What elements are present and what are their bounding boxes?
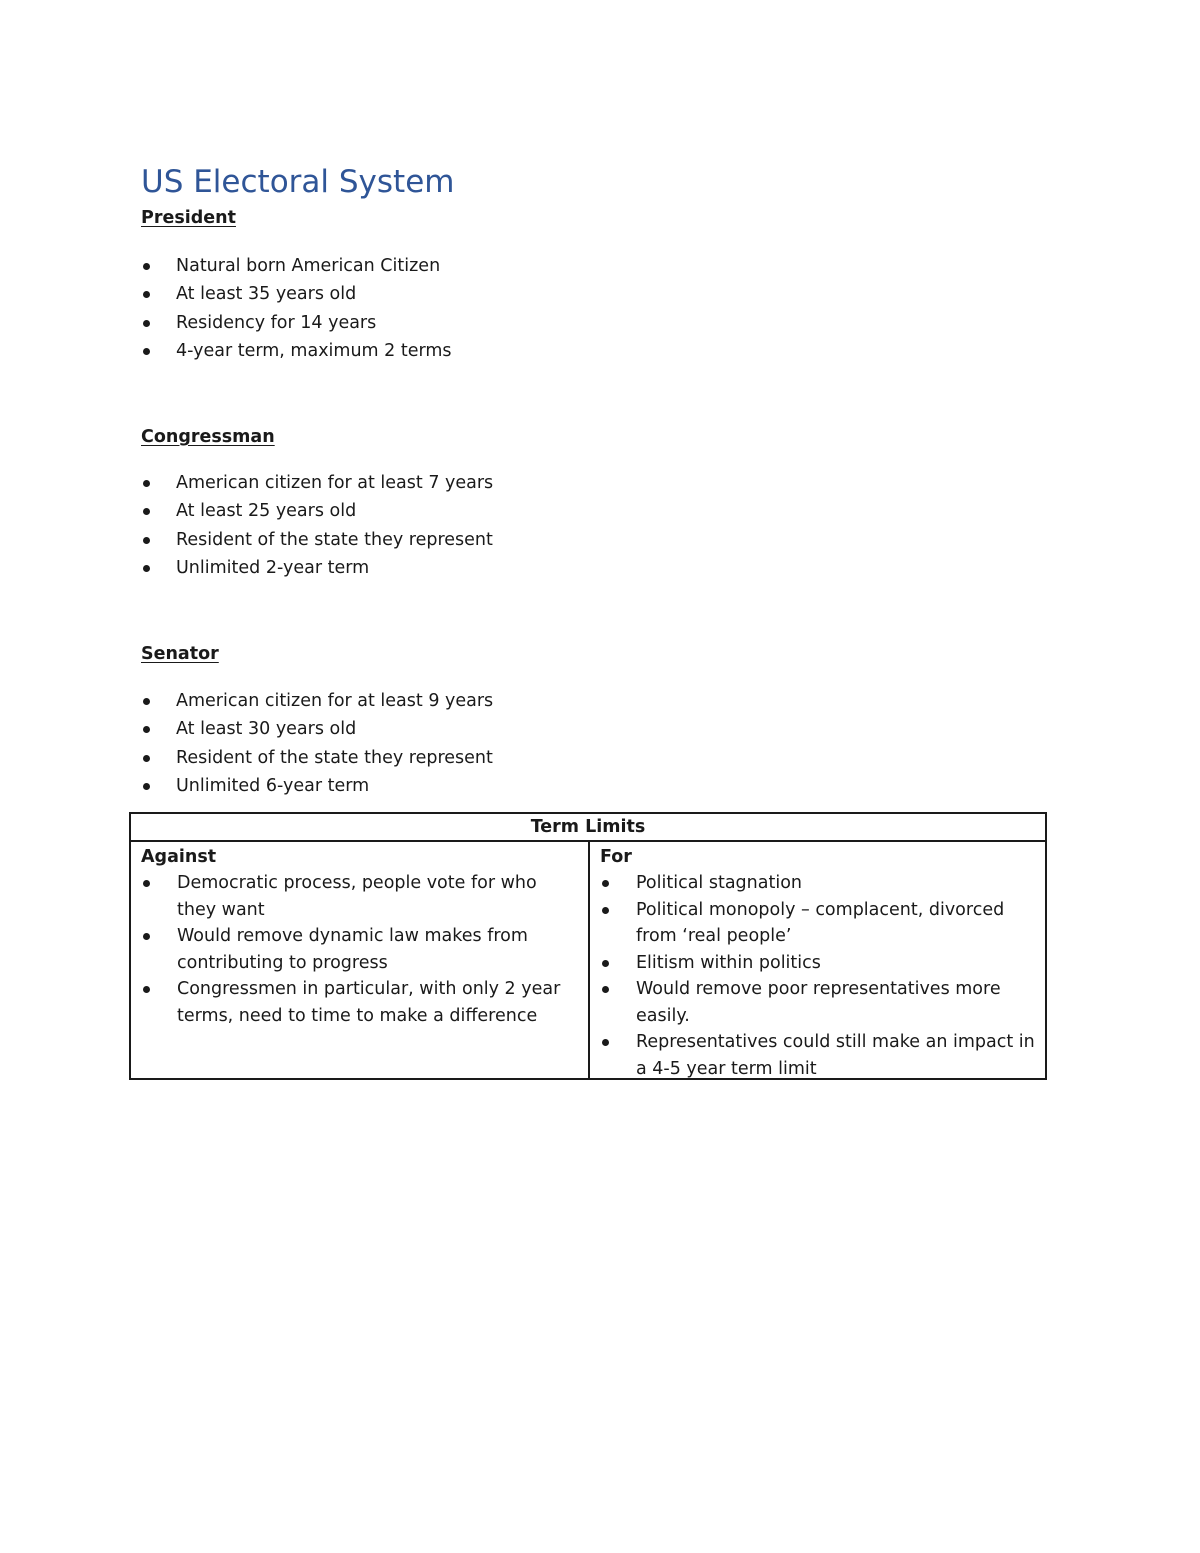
list-item <box>600 897 1045 950</box>
bullet-icon <box>143 508 150 515</box>
list-item-text: Resident of the state they represent <box>176 529 493 550</box>
bullet-icon <box>143 480 150 487</box>
list-item-text: Democratic process, people vote for who they want <box>177 873 537 920</box>
list-item <box>141 744 493 772</box>
for-list <box>600 870 1045 1082</box>
bullet-list <box>141 469 493 582</box>
for-column <box>590 842 1045 1078</box>
list-item <box>600 976 1045 1029</box>
bullet-list <box>141 252 452 365</box>
list-item-text: Would remove poor representatives more easily. <box>636 979 1001 1026</box>
bullet-icon <box>143 263 150 270</box>
bullet-icon <box>143 537 150 544</box>
list-item-text: At least 35 years old <box>176 284 357 305</box>
section-senator <box>141 642 493 800</box>
list-item <box>141 923 588 976</box>
bullet-icon <box>143 755 150 762</box>
bullet-icon <box>143 291 150 298</box>
list-item <box>141 554 493 582</box>
bullet-icon <box>143 783 150 790</box>
list-item-text: Congressmen in particular, with only 2 year terms, need to time to make a difference <box>177 979 561 1026</box>
bullet-icon <box>602 880 609 887</box>
section-heading: Congressman <box>141 427 275 447</box>
list-item-text: American citizen for at least 9 years <box>176 691 494 711</box>
list-item <box>141 687 493 715</box>
section-heading: President <box>141 208 236 228</box>
list-item <box>141 497 493 525</box>
bullet-icon <box>143 565 150 572</box>
bullet-icon <box>602 1039 609 1046</box>
list-item <box>141 870 588 923</box>
list-item-text: Elitism within politics <box>636 952 821 973</box>
document-title: US Electoral System <box>141 164 455 200</box>
list-item-text: American citizen for at least 7 years <box>176 473 494 493</box>
list-item <box>141 715 493 743</box>
list-item-text: Representatives could still make an impact in a 4-5 year term limit <box>636 1032 1035 1079</box>
list-item <box>141 337 452 365</box>
bullet-icon <box>143 698 150 705</box>
list-item-text: Resident of the state they represent <box>176 747 493 768</box>
list-item <box>600 950 1045 977</box>
section-congressman <box>141 425 493 582</box>
bullet-icon <box>143 348 150 355</box>
bullet-icon <box>143 986 150 993</box>
bullet-icon <box>602 960 609 967</box>
list-item <box>141 976 588 1029</box>
list-item-text: Political stagnation <box>636 873 803 893</box>
term-limits-table <box>129 812 1047 1080</box>
bullet-icon <box>143 726 150 733</box>
table-title: Term Limits <box>131 814 1045 842</box>
list-item <box>141 280 452 308</box>
list-item <box>600 1029 1045 1082</box>
bullet-icon <box>602 907 609 914</box>
list-item <box>141 772 493 800</box>
list-item-text: Unlimited 6-year term <box>176 775 370 796</box>
list-item <box>141 252 452 280</box>
list-item <box>141 526 493 554</box>
list-item-text: Natural born American Citizen <box>176 256 441 276</box>
list-item-text: At least 25 years old <box>176 501 357 522</box>
list-item-text: 4-year term, maximum 2 terms <box>176 340 452 361</box>
list-item <box>141 469 493 497</box>
bullet-icon <box>143 320 150 327</box>
table-body <box>131 842 1045 1078</box>
list-item <box>141 309 452 337</box>
bullet-icon <box>602 986 609 993</box>
list-item-text: At least 30 years old <box>176 719 357 740</box>
column-heading: Against <box>141 847 217 867</box>
section-president <box>141 206 452 365</box>
against-list <box>141 870 588 1029</box>
bullet-list <box>141 687 493 800</box>
list-item <box>600 870 1045 897</box>
bullet-icon <box>143 880 150 887</box>
against-column <box>131 842 590 1078</box>
list-item-text: Unlimited 2-year term <box>176 557 370 578</box>
list-item-text: Residency for 14 years <box>176 312 377 333</box>
list-item-text: Would remove dynamic law makes from contributing to progress <box>177 926 528 973</box>
column-heading: For <box>600 847 632 867</box>
list-item-text: Political monopoly – complacent, divorced from ‘real people’ <box>636 899 1005 946</box>
section-heading: Senator <box>141 644 219 664</box>
bullet-icon <box>143 933 150 940</box>
